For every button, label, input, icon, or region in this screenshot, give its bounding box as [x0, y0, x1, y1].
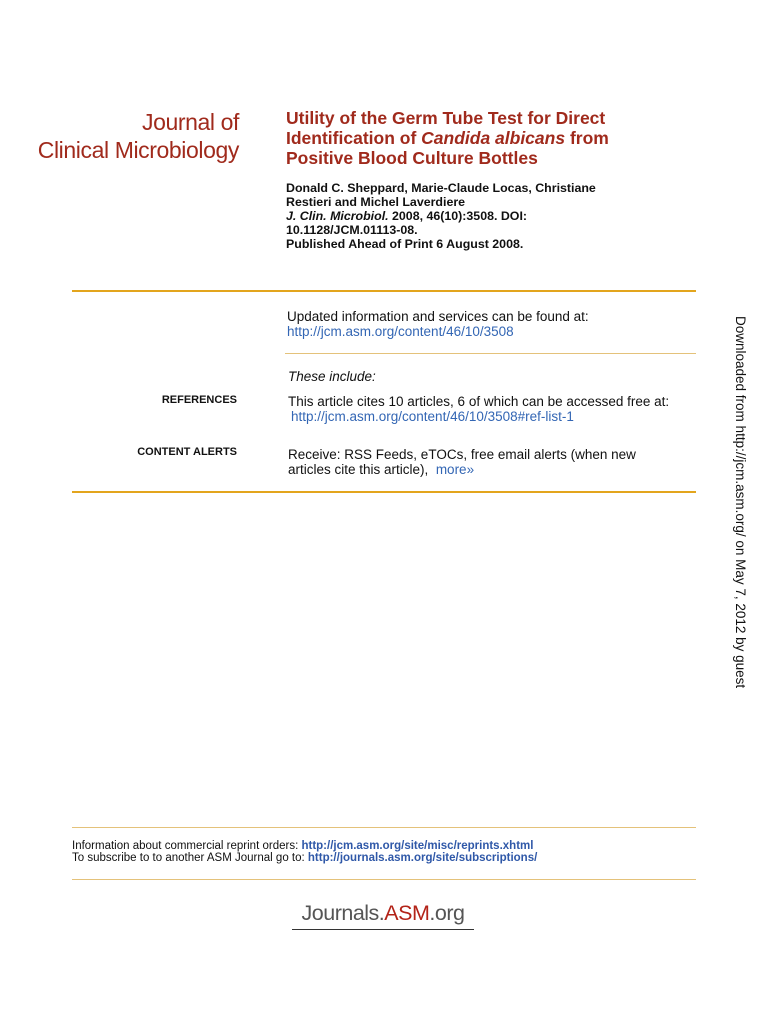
reprints-link[interactable]: http://jcm.asm.org/site/misc/reprints.xhtml [301, 840, 534, 852]
journal-name-line1: Journal of [141, 109, 239, 135]
includes-heading: These include: [288, 369, 376, 384]
title-line1: Utility of the Germ Tube Test for Direct [286, 108, 606, 128]
title-species: Candida albicans [421, 128, 566, 148]
content-alerts-label: CONTENT ALERTS [137, 446, 237, 458]
services-link[interactable]: http://jcm.asm.org/content/46/10/3508 [287, 324, 514, 339]
title-line3: Positive Blood Culture Bottles [286, 148, 538, 168]
title-line2 [286, 128, 706, 148]
more-link[interactable]: more» [435, 462, 475, 477]
download-note: Downloaded from http://jcm.asm.org/ on May 7, 2012 by guest [733, 316, 748, 689]
references-link[interactable]: http://jcm.asm.org/content/46/10/3508#ref-list-1 [291, 409, 574, 424]
references-block [288, 394, 718, 424]
alerts-text-line2-body: articles cite this article), [288, 462, 429, 477]
logo-underline [292, 929, 474, 930]
title-line2-prefix: Identification of [286, 128, 422, 148]
title-line2-suffix: from [565, 128, 609, 148]
journal-name-line2: Clinical Microbiology [37, 137, 239, 163]
logo-part2: ASM [384, 901, 430, 925]
alerts-text-line1: Receive: RSS Feeds, eTOCs, free email alerts (when new [288, 447, 636, 462]
citation-line [286, 209, 706, 223]
references-label: REFERENCES [161, 394, 237, 406]
services-intro: Updated information and services can be found at: [287, 309, 589, 324]
authors-line2: Restieri and Michel Laverdiere [286, 195, 466, 209]
logo-part1: Journals. [301, 901, 385, 925]
doi: 10.1128/JCM.01113-08. [286, 223, 418, 237]
subscribe-text: To subscribe to to another ASM Journal go to: [72, 852, 308, 864]
references-text: This article cites 10 articles, 6 of which can be accessed free at: [288, 394, 670, 409]
reprints-text: Information about commercial reprint orders: [72, 840, 302, 852]
logo-part3: .org [429, 901, 465, 925]
top-divider [72, 290, 696, 292]
citation-block [286, 181, 706, 251]
journal-abbrev: J. Clin. Microbiol. [286, 209, 389, 223]
authors-line1: Donald C. Sheppard, Marie-Claude Locas, Christiane [286, 181, 596, 195]
bottom-divider [72, 491, 696, 493]
journal-name [38, 108, 239, 164]
alerts-text-line2 [288, 462, 718, 477]
citation-rest: 2008, 46(10):3508. DOI: [388, 209, 528, 223]
footer-top-divider [72, 827, 696, 828]
services-block [287, 309, 707, 339]
services-divider [285, 353, 696, 354]
article-title [286, 108, 706, 168]
journals-asm-logo[interactable] [292, 900, 474, 926]
published-date: Published Ahead of Print 6 August 2008. [286, 237, 524, 251]
alerts-block [288, 447, 718, 477]
footer-bottom-divider [72, 879, 696, 880]
subscribe-link[interactable]: http://journals.asm.org/site/subscriptions/ [307, 852, 538, 864]
subscribe-line [72, 852, 537, 865]
